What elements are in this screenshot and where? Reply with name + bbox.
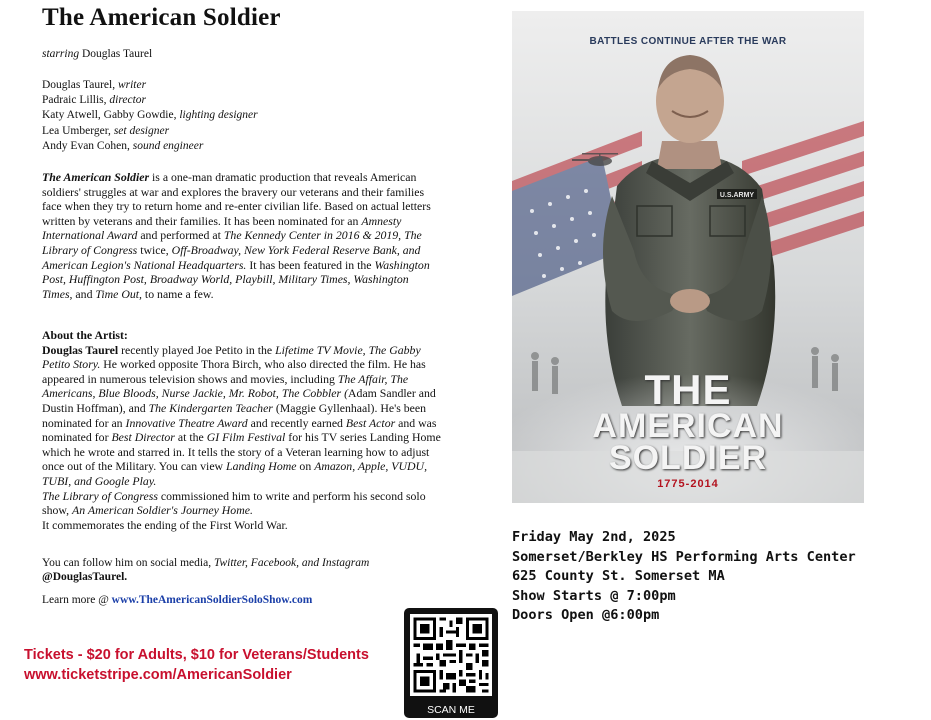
tickets-info	[24, 645, 369, 685]
ticket-price: Tickets - $20 for Adults, $10 for Veterans/Students	[24, 647, 369, 663]
event-date: Friday May 2nd, 2025	[512, 529, 676, 545]
qr-code[interactable]	[404, 608, 498, 718]
credit-role: writer	[117, 79, 147, 91]
social-info: You can follow him on social media, Twitter, Facebook, and Instagram @DouglasTaurel.	[42, 557, 370, 583]
credit-item	[42, 108, 258, 123]
credit-item	[42, 124, 258, 139]
credit-name: Padraic Lillis,	[42, 94, 110, 107]
show-poster	[512, 11, 864, 503]
army-patch: U.S.ARMY	[719, 192, 755, 199]
credit-name: Lea Umberger,	[42, 124, 114, 137]
show-description: The American Soldier is a one-man dramatic production that reveals American soldiers' struggles at war and explores the bravery our veterans and their families face when they try to return home and re-enter civilian life. Based on actual letters written by veterans and their families. It has been nominated for an Amnesty International Award and performed at The Kennedy Center in 2016 & 2019, The Library of Congress twice, Off-Broadway, New York Federal Reserve Bank, and American Legion's National Headquarters. It has been featured in the Washington Post, Huffington Post, Broadway World, Playbill, Military Times, Washington Times, and Time Out, to name a few.	[42, 170, 431, 301]
credit-role: set designer	[113, 124, 170, 137]
scan-me-label: SCAN ME	[427, 704, 475, 716]
about-heading: About the Artist:	[42, 328, 128, 342]
credit-role: lighting designer	[179, 109, 258, 122]
website-link[interactable]: www.TheAmericanSoldierSoloShow.com	[111, 594, 313, 606]
poster-title-line3: SOLDIER	[608, 439, 768, 477]
credit-item	[42, 78, 258, 93]
credit-role: sound engineer	[132, 139, 204, 152]
credit-name: Katy Atwell, Gabby Gowdie,	[42, 109, 180, 122]
event-venue: Somerset/Berkley HS Performing Arts Center	[512, 548, 856, 565]
poster-years: 1775-2014	[657, 478, 719, 490]
qr-code-icon	[410, 614, 492, 696]
credits-list	[42, 78, 258, 154]
credit-name: Douglas Taurel,	[42, 79, 118, 91]
poster-title-line1: THE	[644, 366, 732, 413]
event-details	[512, 528, 856, 626]
page-title: The American Soldier	[42, 4, 281, 31]
credit-item	[42, 93, 258, 108]
starring-prefix: starring	[42, 48, 80, 60]
credit-role: director	[109, 94, 147, 107]
event-doors-time: Doors Open @6:00pm	[512, 607, 660, 624]
poster-tagline: BATTLES CONTINUE AFTER THE WAR	[589, 36, 787, 47]
starring-line	[42, 48, 152, 60]
star-name: Douglas Taurel	[79, 48, 153, 60]
social-handle[interactable]: @DouglasTaurel.	[42, 571, 128, 583]
event-address: 625 County St. Somerset MA	[512, 568, 725, 585]
credit-name: Andy Evan Cohen,	[42, 139, 133, 152]
event-show-time: Show Starts @ 7:00pm	[512, 587, 676, 604]
learn-more: Learn more @ www.TheAmericanSoldierSoloShow.com	[42, 594, 313, 606]
poster-title-line2: AMERICAN	[592, 407, 784, 445]
credit-item	[42, 139, 258, 154]
about-artist: About the Artist: Douglas Taurel recently played Joe Petito in the Lifetime TV Movie, The Gabby Petito Story. He worked opposite Thora Birch, who also directed the film. He has appeared in numerous television shows and movies, including The Affair, The Americans, Blue Bloods, Nurse Jackie, Mr. Robot, The Cobbler (Adam Sandler and Dustin Hoffman), and The Kindergarten Teacher (Maggie Gyllenhaal). He's been nominated for an Innovative Theatre Award and recently earned Best Actor and was nominated for Best Director at the GI Film Festival for his TV series Landing Home which he wrote and starred in. It tells the story of a Veteran learning how to adjust once out of the Military. You can view Landing Home on Amazon, Apple, VUDU, TUBI, and Google Play. The Library of Congress commissioned him to write and perform his second solo show, An American Soldier's Journey Home. It commemorates the ending of the First World War.	[42, 328, 441, 532]
ticket-link[interactable]: www.ticketstripe.com/AmericanSoldier	[24, 667, 292, 683]
